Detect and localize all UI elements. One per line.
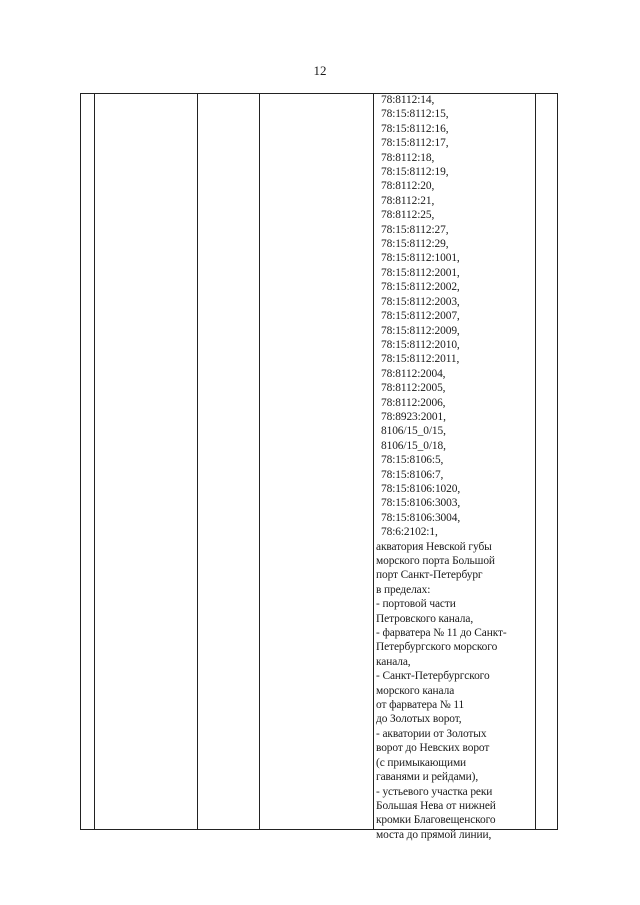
cell-line: Большая Нева от нижней <box>376 799 496 812</box>
cell-line: от фарватера № 11 <box>376 699 465 712</box>
cell-line: 78:15:8112:2002, <box>381 281 460 294</box>
cell-line: Петровского канала, <box>376 612 474 625</box>
cell-line: 78:15:8112:2009, <box>381 324 460 337</box>
cell-line: Петербургского морского <box>376 641 498 654</box>
cell-line: 78:15:8112:2007, <box>381 310 460 323</box>
cell-line: 78:15:8112:2010, <box>381 338 460 351</box>
cell-line: 78:15:8112:1001, <box>381 252 460 265</box>
cell-line: - устьевого участка реки <box>376 785 493 798</box>
cell-line: 78:8923:2001, <box>381 410 446 423</box>
cell-line: морского канала <box>376 684 455 697</box>
cell-line: 78:8112:25, <box>381 209 435 222</box>
table-border-right <box>557 93 558 830</box>
cell-line: 78:15:8106:3004, <box>381 511 461 524</box>
cell-line: порт Санкт-Петербург <box>376 569 483 582</box>
cell-line: кромки Благовещенского <box>376 814 496 827</box>
table-column-divider-4 <box>373 93 374 830</box>
cell-line: 78:15:8112:16, <box>381 122 449 135</box>
table-column-divider-3 <box>259 93 260 830</box>
cell-line: - Санкт-Петербургского <box>376 670 490 683</box>
cell-line: акватория Невской губы <box>376 540 492 553</box>
cell-line: 8106/15_0/15, <box>381 425 446 438</box>
cell-line: 78:8112:18, <box>381 151 435 164</box>
cell-line: морского порта Большой <box>376 555 495 567</box>
cell-line: ворот до Невских ворот <box>376 742 490 755</box>
cell-line: 78:8112:14, <box>381 94 435 106</box>
cell-line: 78:15:8106:3003, <box>381 497 461 510</box>
cell-line: 78:8112:2005, <box>381 382 446 395</box>
cell-line: 78:15:8112:2003, <box>381 295 460 308</box>
cell-line: 78:15:8112:27, <box>381 223 449 236</box>
cell-line: 78:15:8106:5, <box>381 454 444 467</box>
cell-line: моста до прямой линии, <box>376 828 492 841</box>
cadastral-list-cell <box>376 93 536 842</box>
cell-line: 78:15:8112:2011, <box>381 353 460 366</box>
cell-line: 78:8112:20, <box>381 180 435 193</box>
cell-line: 78:15:8112:29, <box>381 238 449 251</box>
cell-line: 78:8112:2006, <box>381 396 446 409</box>
cell-line: 78:15:8106:7, <box>381 468 444 481</box>
cell-line: (с примыкающими <box>376 756 467 769</box>
table-border-left <box>80 93 81 830</box>
cell-line: канала, <box>376 655 411 668</box>
cell-line: - акватории от Золотых <box>376 727 487 740</box>
page-number: 12 <box>313 63 327 78</box>
table-column-divider-2 <box>197 93 198 830</box>
cell-line: 78:15:8112:19, <box>381 166 449 179</box>
cell-line: 78:6:2102:1, <box>381 526 438 539</box>
cell-line: до Золотых ворот, <box>376 713 462 726</box>
cell-line: - фарватера № 11 до Санкт- <box>376 627 507 640</box>
cell-line: гаванями и рейдами), <box>376 771 479 784</box>
cell-line: 78:15:8112:2001, <box>381 266 460 279</box>
table-column-divider-1 <box>94 93 95 830</box>
cell-line: 8106/15_0/18, <box>381 439 446 452</box>
cell-line: 78:15:8106:1020, <box>381 482 461 495</box>
cell-line: 78:8112:21, <box>381 194 435 207</box>
cell-line: в пределах: <box>376 583 431 596</box>
cell-line: 78:15:8112:17, <box>381 137 449 150</box>
cell-line: - портовой части <box>376 598 456 611</box>
cell-line: 78:8112:2004, <box>381 367 446 380</box>
cell-line: 78:15:8112:15, <box>381 108 449 121</box>
